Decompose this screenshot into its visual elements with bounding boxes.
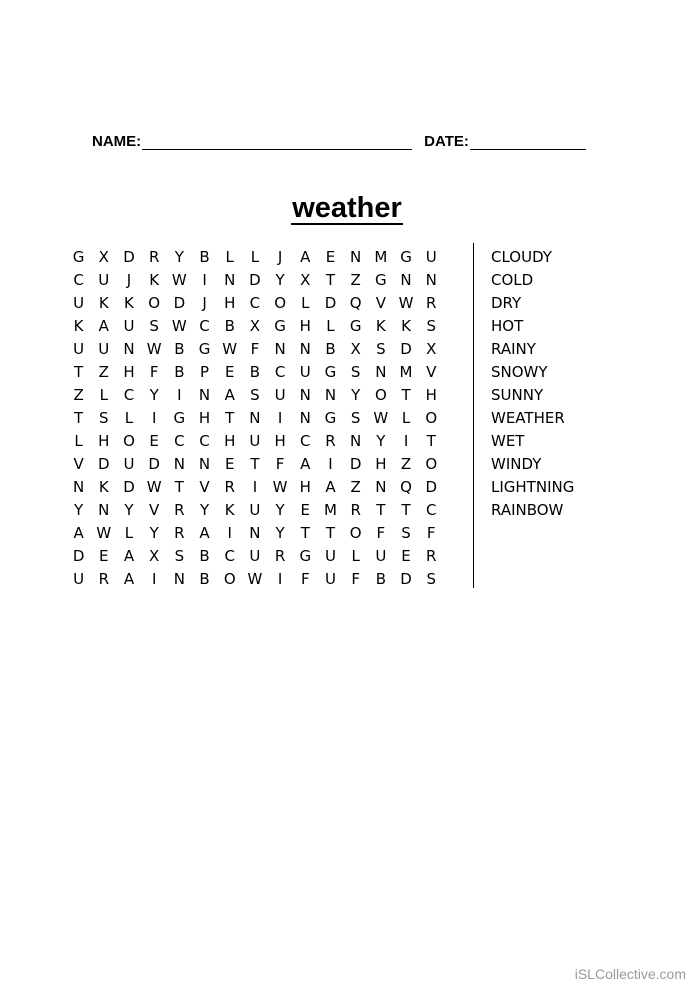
word-list [491,246,574,522]
grid-letter: N [350,432,362,450]
grid-letter: S [350,363,361,381]
grid-letter: Z [350,271,361,289]
grid-letter: L [99,386,108,404]
grid-letter: H [198,409,211,427]
word-list-item: RAINY [491,340,536,358]
grid-letter: H [299,478,311,496]
grid-letter: W [96,524,112,542]
grid-letter: A [300,248,311,266]
grid-letter: V [199,478,210,496]
grid-letter: O [349,524,362,542]
grid-letter: G [198,340,211,358]
grid-letter: X [300,271,311,289]
grid-letter: E [325,248,336,266]
grid-letter: C [425,501,437,519]
grid-letter: I [403,432,409,450]
grid-letter: F [275,455,285,473]
grid-letter: T [300,524,310,542]
word-list-item: SNOWY [491,363,548,381]
grid-letter: I [277,570,283,588]
grid-letter: C [73,271,84,289]
grid-letter: L [225,248,234,266]
grid-letter: F [376,524,386,542]
grid-letter: W [398,294,414,312]
grid-letter: N [375,363,387,381]
grid-letter: V [426,363,437,381]
word-list-item: SUNNY [491,386,544,404]
grid-letter: D [400,570,412,588]
grid-letter: A [98,317,109,335]
grid-letter: Y [351,386,361,404]
grid-letter: T [401,386,411,404]
word-list-item: WEATHER [491,409,565,427]
grid-letter: A [73,524,84,542]
grid-letter: K [401,317,411,335]
grid-letter: A [224,386,235,404]
grid-letter: I [252,478,258,496]
grid-letter: R [174,524,185,542]
grid-letter: N [350,248,362,266]
grid-letter: L [250,248,260,266]
grid-letter: Z [400,455,412,473]
grid-letter: E [224,363,235,381]
grid-letter: A [325,478,336,496]
grid-letter: T [376,501,386,519]
grid-letter: N [299,340,311,358]
grid-letter: W [373,409,389,427]
grid-letter: L [351,547,360,565]
grid-letter: T [74,409,84,427]
grid-letter: J [277,248,283,266]
grid-letter: D [123,478,135,496]
grid-letter: K [98,478,109,496]
grid-letter: A [123,547,135,565]
grid-letter: G [72,248,85,266]
grid-letter: I [227,524,232,542]
grid-letter: O [425,409,438,427]
grid-letter: I [151,570,157,588]
grid-letter: I [177,386,182,404]
grid-letter: D [123,248,135,266]
grid-letter: C [300,432,311,450]
grid-letter: B [325,340,336,358]
grid-letter: C [174,432,185,450]
grid-letter: B [174,340,185,358]
name-label: NAME: [92,133,142,150]
grid-letter: O [223,570,236,588]
grid-divider [473,243,474,588]
grid-letter: O [123,432,135,450]
grid-letter: G [324,409,337,427]
grid-letter: U [73,570,85,588]
grid-letter: O [374,386,387,404]
grid-letter: U [299,363,311,381]
grid-letter: G [375,271,387,289]
grid-letter: P [200,363,210,381]
grid-letter: U [123,317,135,335]
grid-letter: S [99,409,109,427]
grid-letter: N [299,386,311,404]
grid-letter: D [324,294,337,312]
grid-letter: V [149,501,160,519]
grid-letter: L [74,432,83,450]
word-list-item: LIGHTNING [491,478,575,496]
grid-letter: H [123,363,135,381]
grid-letter: C [199,432,210,450]
grid-letter: U [98,340,110,358]
grid-letter: N [198,455,211,473]
grid-letter: W [146,340,162,358]
grid-letter: C [199,317,210,335]
grid-letter: U [249,501,261,519]
grid-letter: E [99,547,109,565]
grid-letter: F [426,524,436,542]
grid-letter: H [375,455,387,473]
grid-letter: E [300,501,311,519]
word-list-item: WET [491,432,525,450]
grid-letter: H [224,432,236,450]
grid-letter: V [375,294,386,312]
word-list-item: CLOUDY [491,248,552,266]
grid-letter: N [400,271,412,289]
grid-letter: E [149,432,159,450]
grid-letter: L [401,409,411,427]
grid-letter: D [148,455,160,473]
grid-letter: N [198,386,211,404]
grid-letter: G [400,248,412,266]
grid-letter: W [247,570,263,588]
grid-letter: J [202,294,207,312]
grid-letter: M [399,363,413,381]
grid-letter: T [325,524,336,542]
grid-letter: A [199,524,210,542]
grid-letter: U [249,432,261,450]
grid-letter: B [199,248,210,266]
grid-letter: N [173,570,185,588]
grid-letter: T [401,501,411,519]
grid-letter: G [299,547,312,565]
grid-letter: T [225,409,235,427]
grid-letter: N [72,478,85,496]
grid-letter: K [73,317,84,335]
word-search-grid [66,246,444,591]
grid-letter: D [349,455,362,473]
grid-letter: Z [350,478,361,496]
grid-letter: Y [124,501,134,519]
grid-letter: B [199,547,210,565]
grid-letter: N [375,478,387,496]
grid-letter: K [224,501,235,519]
grid-letter: N [224,271,236,289]
grid-letter: N [324,386,337,404]
grid-letter: G [349,317,362,335]
grid-letter: M [323,501,337,519]
grid-letter: X [350,340,361,358]
grid-letter: T [174,478,184,496]
grid-letter: N [425,271,437,289]
grid-letter: U [425,248,437,266]
grid-letter: B [199,570,210,588]
grid-letter: W [171,317,187,335]
page-title-wrapper [0,192,700,225]
grid-letter: O [274,294,286,312]
grid-letter: R [426,294,437,312]
grid-letter: T [74,363,84,381]
grid-letter: R [148,248,160,266]
grid-letter: U [73,294,85,312]
grid-letter: D [400,340,412,358]
grid-letter: A [123,570,135,588]
grid-letter: N [173,455,185,473]
grid-letter: I [202,271,207,289]
grid-letter: N [249,524,261,542]
grid-letter: L [124,409,134,427]
grid-letter: D [72,547,85,565]
grid-letter: K [375,317,386,335]
grid-letter: Y [199,501,210,519]
grid-letter: Y [174,248,184,266]
grid-letter: B [174,363,185,381]
grid-letter: W [146,478,162,496]
grid-letter: K [149,271,160,289]
grid-letter: R [426,547,437,565]
grid-letter: A [300,455,311,473]
grid-letter: Y [275,524,285,542]
grid-letter: I [328,455,333,473]
grid-letter: L [326,317,335,335]
grid-letter: B [224,317,235,335]
grid-letter: B [249,363,261,381]
grid-letter: L [124,524,134,542]
grid-letter: R [174,501,185,519]
page-title: weather [292,192,402,224]
grid-letter: H [224,294,236,312]
word-list-item: DRY [491,294,522,312]
word-list-item: WINDY [491,455,542,473]
grid-letter: R [325,432,336,450]
grid-letter: S [376,340,386,358]
date-label: DATE: [424,133,469,150]
grid-letter: Q [349,294,362,312]
grid-letter: T [250,455,260,473]
grid-letter: Y [275,271,285,289]
grid-letter: K [98,294,109,312]
grid-letter: N [249,409,261,427]
grid-letter: R [350,501,361,519]
grid-letter: N [274,340,286,358]
grid-letter: Y [149,386,159,404]
grid-letter: C [224,547,235,565]
grid-letter: O [148,294,161,312]
grid-letter: S [401,524,411,542]
grid-letter: E [224,455,235,473]
grid-letter: H [425,386,437,404]
grid-letter: T [426,432,436,450]
grid-letter: U [324,570,336,588]
grid-letter: X [426,340,437,358]
grid-letter: W [222,340,238,358]
grid-letter: U [98,271,110,289]
grid-letter: L [301,294,310,312]
grid-letter: R [98,570,109,588]
grid-letter: B [375,570,386,588]
grid-letter: R [274,547,286,565]
footer-watermark: iSLCollective.com [574,966,686,982]
grid-letter: N [98,501,110,519]
grid-letter: X [149,547,160,565]
grid-letter: W [272,478,288,496]
grid-letter: Y [275,501,285,519]
grid-letter: G [274,317,286,335]
grid-letter: Z [73,386,84,404]
grid-letter: H [299,317,311,335]
grid-letter: I [151,409,157,427]
grid-letter: J [126,271,132,289]
grid-letter: U [324,547,336,565]
grid-letter: M [374,248,388,266]
grid-letter: O [425,455,438,473]
grid-letter: C [123,386,135,404]
grid-letter: G [173,409,186,427]
grid-letter: T [325,271,336,289]
grid-letter: F [300,570,310,588]
grid-letter: C [274,363,286,381]
grid-letter: K [124,294,134,312]
grid-letter: G [324,363,337,381]
grid-letter: S [350,409,361,427]
word-list-item: RAINBOW [491,501,564,519]
grid-letter: I [277,409,283,427]
grid-letter: X [249,317,261,335]
grid-letter: Z [98,363,109,381]
date-blank [470,135,586,150]
name-blank [142,135,412,150]
grid-letter: Y [74,501,84,519]
grid-letter: F [250,340,260,358]
grid-letter: S [426,570,436,588]
grid-letter: Q [400,478,412,496]
grid-letter: S [149,317,159,335]
grid-letter: U [123,455,135,473]
grid-letter: U [375,547,387,565]
grid-letter: S [426,317,436,335]
grid-letter: F [351,570,360,588]
grid-letter: D [249,271,261,289]
grid-letter: F [149,363,159,381]
grid-letter: D [98,455,110,473]
grid-letter: H [98,432,110,450]
grid-letter: U [274,386,286,404]
grid-letter: E [401,547,411,565]
grid-letter: Y [149,524,159,542]
grid-letter: N [123,340,135,358]
grid-letter: X [98,248,109,266]
word-list-item: COLD [491,271,534,289]
grid-letter: H [274,432,286,450]
grid-letter: R [224,478,235,496]
grid-letter: S [174,547,185,565]
grid-letter: D [425,478,437,496]
word-list-item: HOT [491,317,524,335]
grid-letter: U [73,340,85,358]
grid-letter: V [73,455,84,473]
grid-letter: U [249,547,261,565]
grid-letter: N [299,409,311,427]
grid-letter: C [249,294,261,312]
grid-letter: S [250,386,260,404]
grid-letter: D [173,294,186,312]
grid-letter: W [171,271,187,289]
grid-letter: Y [376,432,386,450]
header-fields [92,133,586,150]
